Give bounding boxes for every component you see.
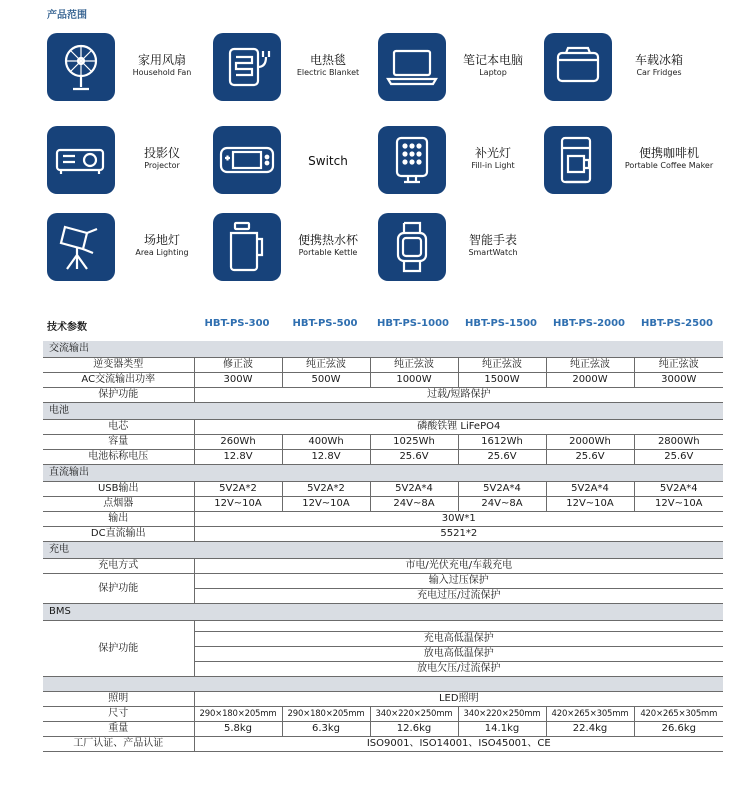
fill-light-icon (378, 126, 446, 194)
product-car-fridge (544, 33, 744, 103)
product-name: 补光灯 (474, 146, 511, 160)
cell: 25.6V (634, 450, 723, 465)
product-name: 电热毯 (309, 53, 346, 67)
cell: 5V2A*4 (458, 482, 546, 497)
cell: 5V2A*4 (546, 482, 634, 497)
game-console-icon (213, 126, 281, 194)
cell: 12V~10A (546, 497, 634, 512)
cell: 25.6V (546, 450, 634, 465)
cell: 420×265×305mm (634, 707, 723, 722)
cell: 2000W (546, 373, 634, 388)
product-name: 场地灯 (143, 233, 180, 247)
table-row (43, 388, 723, 403)
model-header: HBT-PS-2500 (640, 318, 713, 329)
cell: 25.6V (458, 450, 546, 465)
cell: 纯正弦波 (546, 358, 634, 373)
cell: 340×220×250mm (458, 707, 546, 722)
row-label: 工厂认证、产品认证 (43, 737, 194, 752)
cell: 6.3kg (282, 722, 370, 737)
spacer (43, 677, 723, 692)
group-header (43, 403, 723, 420)
spec-table (43, 341, 723, 752)
row-label: 电芯 (43, 420, 194, 435)
cell: 300W (194, 373, 282, 388)
group-header (43, 604, 723, 621)
table-row (43, 482, 723, 497)
laptop-icon (378, 33, 446, 101)
area-light-icon (47, 213, 115, 281)
cell: 1500W (458, 373, 546, 388)
cell: 1025Wh (370, 435, 458, 450)
cell: 充电高低温保护 (194, 632, 723, 647)
cell: 5V2A*4 (634, 482, 723, 497)
electric-blanket-icon (213, 33, 281, 101)
table-row (43, 450, 723, 465)
cell: 过载/短路保护 (194, 388, 723, 403)
product-name-en: Area Lighting (135, 248, 189, 257)
cell: ISO9001、ISO14001、ISO45001、CE (194, 737, 723, 752)
cell: 1612Wh (458, 435, 546, 450)
cell: 纯正弦波 (370, 358, 458, 373)
row-label: 照明 (43, 692, 194, 707)
table-row (43, 373, 723, 388)
product-name: 家用风扇 (137, 53, 186, 67)
spacer-row (43, 677, 723, 692)
section-title: 产品范围 (47, 10, 87, 21)
smartwatch-icon (378, 213, 446, 281)
cell: 放电欠压/过流保护 (194, 662, 723, 677)
cell: 14.1kg (458, 722, 546, 737)
cell: 5521*2 (194, 527, 723, 542)
table-row (43, 497, 723, 512)
cell: 5.8kg (194, 722, 282, 737)
cell: 12V~10A (194, 497, 282, 512)
group-battery: 电池 (43, 403, 723, 420)
product-coffee-maker (544, 126, 744, 196)
product-name: 便携咖啡机 (638, 146, 699, 160)
cell: 340×220×250mm (370, 707, 458, 722)
product-name: 车载冰箱 (634, 53, 683, 67)
cell: 260Wh (194, 435, 282, 450)
coffee-maker-icon (544, 126, 612, 194)
product-name-en: Household Fan (132, 68, 192, 77)
table-row (43, 358, 723, 373)
group-header (43, 542, 723, 559)
group-charge: 充电 (43, 542, 723, 559)
model-header: HBT-PS-500 (292, 318, 358, 329)
product-name: 投影仪 (143, 146, 180, 160)
product-name: Switch (308, 154, 348, 168)
cell: 充电过压/过流保护 (194, 589, 723, 604)
cell: 12.8V (194, 450, 282, 465)
product-smartwatch (378, 213, 578, 283)
cell: 5V2A*2 (282, 482, 370, 497)
cell: 5V2A*2 (194, 482, 282, 497)
row-label: 电池标称电压 (43, 450, 194, 465)
row-label: AC交流输出功率 (43, 373, 194, 388)
cell: 22.4kg (546, 722, 634, 737)
table-row (43, 621, 723, 632)
group-dc: 直流输出 (43, 465, 723, 482)
row-label: 充电方式 (43, 559, 194, 574)
row-label: 保护功能 (43, 621, 194, 677)
group-ac: 交流输出 (43, 341, 723, 358)
row-label: 保护功能 (43, 574, 194, 604)
spec-title: 技术参数 (47, 322, 87, 333)
row-label: 尺寸 (43, 707, 194, 722)
cell: 24V~8A (370, 497, 458, 512)
row-label: USB输出 (43, 482, 194, 497)
cell: 放电高低温保护 (194, 647, 723, 662)
row-label: 输出 (43, 512, 194, 527)
table-row (43, 527, 723, 542)
cell: 12V~10A (634, 497, 723, 512)
kettle-icon (213, 213, 281, 281)
cell: 3000W (634, 373, 723, 388)
table-row (43, 722, 723, 737)
model-header: HBT-PS-300 (204, 318, 270, 329)
cell: 24V~8A (458, 497, 546, 512)
cell: 2800Wh (634, 435, 723, 450)
projector-icon (47, 126, 115, 194)
cell: 修正波 (194, 358, 282, 373)
cell: 纯正弦波 (634, 358, 723, 373)
table-row (43, 692, 723, 707)
model-header: HBT-PS-1500 (464, 318, 537, 329)
cell: 磷酸铁锂 LiFePO4 (194, 420, 723, 435)
cell: 30W*1 (194, 512, 723, 527)
product-name-en: Portable Kettle (298, 248, 358, 257)
product-name-en: Electric Blanket (296, 68, 360, 77)
cell: 420×265×305mm (546, 707, 634, 722)
fan-icon (47, 33, 115, 101)
product-name: 笔记本电脑 (462, 53, 523, 67)
product-name-en: Laptop (479, 68, 507, 77)
cell: 500W (282, 373, 370, 388)
row-label: 点烟器 (43, 497, 194, 512)
table-row (43, 574, 723, 589)
model-header: HBT-PS-1000 (376, 318, 449, 329)
cell: 400Wh (282, 435, 370, 450)
group-header (43, 465, 723, 482)
table-row (43, 420, 723, 435)
cell: 5V2A*4 (370, 482, 458, 497)
cell: 2000Wh (546, 435, 634, 450)
table-row (43, 512, 723, 527)
row-label: DC直流输出 (43, 527, 194, 542)
row-label: 保护功能 (43, 388, 194, 403)
table-row (43, 707, 723, 722)
cell: 12V~10A (282, 497, 370, 512)
cell: 输入过压保护 (194, 574, 723, 589)
product-name-en: Car Fridges (636, 68, 682, 77)
cell: 290×180×205mm (194, 707, 282, 722)
product-name-en: Projector (144, 161, 180, 170)
product-name-en: SmartWatch (468, 248, 518, 257)
cell: 25.6V (370, 450, 458, 465)
product-name-en: Portable Coffee Maker (624, 161, 714, 170)
cell: LED照明 (194, 692, 723, 707)
product-name: 智能手表 (468, 233, 517, 247)
cell: 市电/光伏充电/车载充电 (194, 559, 723, 574)
cell: 1000W (370, 373, 458, 388)
cell: 290×180×205mm (282, 707, 370, 722)
cell: 12.8V (282, 450, 370, 465)
table-row (43, 435, 723, 450)
group-header (43, 341, 723, 358)
row-label: 重量 (43, 722, 194, 737)
cell: 12.6kg (370, 722, 458, 737)
model-header: HBT-PS-2000 (552, 318, 625, 329)
cell: 纯正弦波 (458, 358, 546, 373)
cell-empty (194, 621, 723, 632)
group-bms: BMS (43, 604, 723, 621)
table-row (43, 559, 723, 574)
cell: 纯正弦波 (282, 358, 370, 373)
car-fridge-icon (544, 33, 612, 101)
product-name: 便携热水杯 (297, 233, 358, 247)
table-row (43, 737, 723, 752)
row-label: 容量 (43, 435, 194, 450)
cell: 26.6kg (634, 722, 723, 737)
row-label: 逆变器类型 (43, 358, 194, 373)
product-name-en: Fill-in Light (471, 161, 515, 170)
